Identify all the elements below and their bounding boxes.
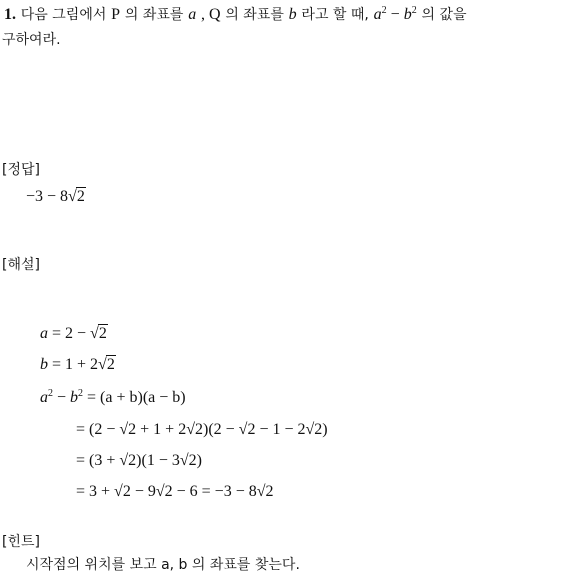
problem-number: 1. <box>4 6 16 23</box>
comma: , <box>200 6 209 23</box>
solution-line-3: $a^2 - b^2 = (a + b)(a - b)$ <box>40 388 186 406</box>
problem-text: 다음 그림에서 <box>20 7 107 23</box>
problem-text: 의 좌표를 <box>225 7 284 23</box>
solution-line-4: = (2 − √2 + 1 + 2√2)(2 − √2 − 1 − 2√2) <box>76 421 328 438</box>
answer-prefix: −3 − 8 <box>26 188 69 205</box>
answer-expression: −3 − 8√2 <box>26 188 85 205</box>
hint-heading: [힌트] <box>2 534 40 550</box>
point-p: P <box>111 6 121 23</box>
lhs-b: b <box>40 356 48 373</box>
solution-heading: [해설] <box>2 257 40 273</box>
lhs-a: a <box>40 325 48 342</box>
a2-minus-b2: $a^2 - b^2$ <box>373 5 417 23</box>
answer-heading: [정답] <box>2 162 40 178</box>
rhs: = 1 + 2 <box>52 356 99 373</box>
problem-text: 라고 할 때, <box>301 7 369 23</box>
problem-text: 의 좌표를 <box>124 7 184 23</box>
problem-text: 의 값을 <box>421 7 467 23</box>
var-b: b <box>288 6 297 23</box>
hint-text: 시작점의 위치를 보고 a, b 의 좌표를 찾는다. <box>26 557 300 573</box>
answer-radicand: 2 <box>76 188 85 205</box>
rhs: = 2 − <box>52 325 91 342</box>
solution-line-6: = 3 + √2 − 9√2 − 6 = −3 − 8√2 <box>76 483 274 500</box>
point-q: Q <box>208 6 221 23</box>
solution-line-2: b = 1 + 2√2 <box>40 356 115 373</box>
rhs: = (a + b)(a − b) <box>87 389 186 406</box>
problem-line-1 <box>4 4 467 25</box>
problem-line-2: 구하여라. <box>2 32 61 48</box>
solution-line-5: = (3 + √2)(1 − 3√2) <box>76 452 202 469</box>
solution-line-1: a = 2 − √2 <box>40 325 107 342</box>
var-a: a <box>188 6 197 23</box>
